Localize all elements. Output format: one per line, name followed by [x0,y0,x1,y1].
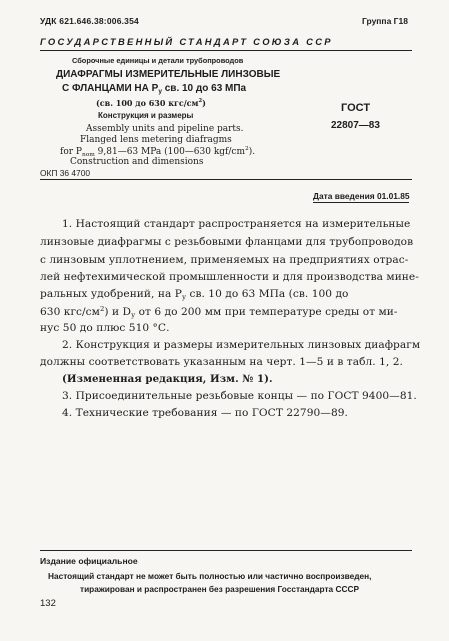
body-line: должны соответствовать указанным на черт. 1—5 и в табл. 1, 2. [40,356,403,368]
date-underline [313,202,409,203]
title-en-line1: Assembly units and pipeline parts. [86,124,244,134]
group-code: Группа Г18 [362,16,408,26]
title-ru-line4: (св. 100 до 630 кгс/$см^2$) [96,98,206,108]
body-line: 1. Настоящий стандарт распространяется на измерительные [62,218,411,230]
body-line: 2. Конструкция и размеры измерительных линзовых диафрагм [62,339,421,351]
title-ru-line3: С ФЛАНЦАМИ НА $P_у$ св. 10 до 63 МПа [62,83,247,95]
gost-number: 22807—83 [331,120,380,131]
title-en-line2: Flanged lens metering diafragms [80,135,232,145]
body-line: 4. Технические требования — по ГОСТ 22790—89. [62,407,348,419]
copyright-notice-line1: Настоящий стандарт не может быть полностью или частично воспроизведен, [48,571,372,581]
page-number: 132 [40,598,56,609]
top-divider [40,50,412,51]
okp-code: ОКП 36 4700 [40,168,91,178]
official-edition-label: Издание официальное [40,556,138,566]
title-en-line4: Construction and dimensions [70,157,204,167]
body-line: линзовые диафрагмы с резьбовыми фланцами для трубопроводов [40,236,414,248]
gost-label: ГОСТ [341,102,371,114]
standard-banner: ГОСУДАРСТВЕННЫЙ СТАНДАРТ СОЮЗА ССР [40,36,333,47]
amendment-note: (Измененная редакция, Изм. № 1). [62,373,273,385]
udk-code: УДК 621.646.38:006.354 [40,16,139,26]
body-line: 3. Присоединительные резьбовые концы — по ГОСТ 9400—81. [62,390,417,402]
title-ru-line5: Конструкция и размеры [98,111,194,120]
body-line: нус 50 до плюс 510 °С. [40,322,170,334]
copyright-notice-line2: тиражирован и распространен без разрешения Госстандарта СССР [80,584,359,594]
date-of-introduction: Дата введения 01.01.85 [313,191,410,201]
body-line: с линзовым уплотнением, применяемых на предприятиях отрас- [40,254,409,266]
body-line: 630 кгс/$см^2$) и $D_у$ от 6 до 200 мм при температуре среды от ми- [40,305,398,319]
body-line: лей нефтехимической промышленности и для производства мине- [40,271,419,283]
title-en-line3: for $P_{nom}$ 9,81—63 MPa (100—630 kgf/$cm^2$). [60,146,256,158]
footer-divider [40,550,412,551]
title-ru-line1: Сборочные единицы и детали трубопроводов [72,56,244,65]
okp-divider [40,179,412,180]
body-line: ральных удобрений, на $P_у$ св. 10 до 63 МПа (св. 100 до [40,288,349,301]
title-ru-line2: ДИАФРАГМЫ ИЗМЕРИТЕЛЬНЫЕ ЛИНЗОВЫЕ [56,69,281,80]
